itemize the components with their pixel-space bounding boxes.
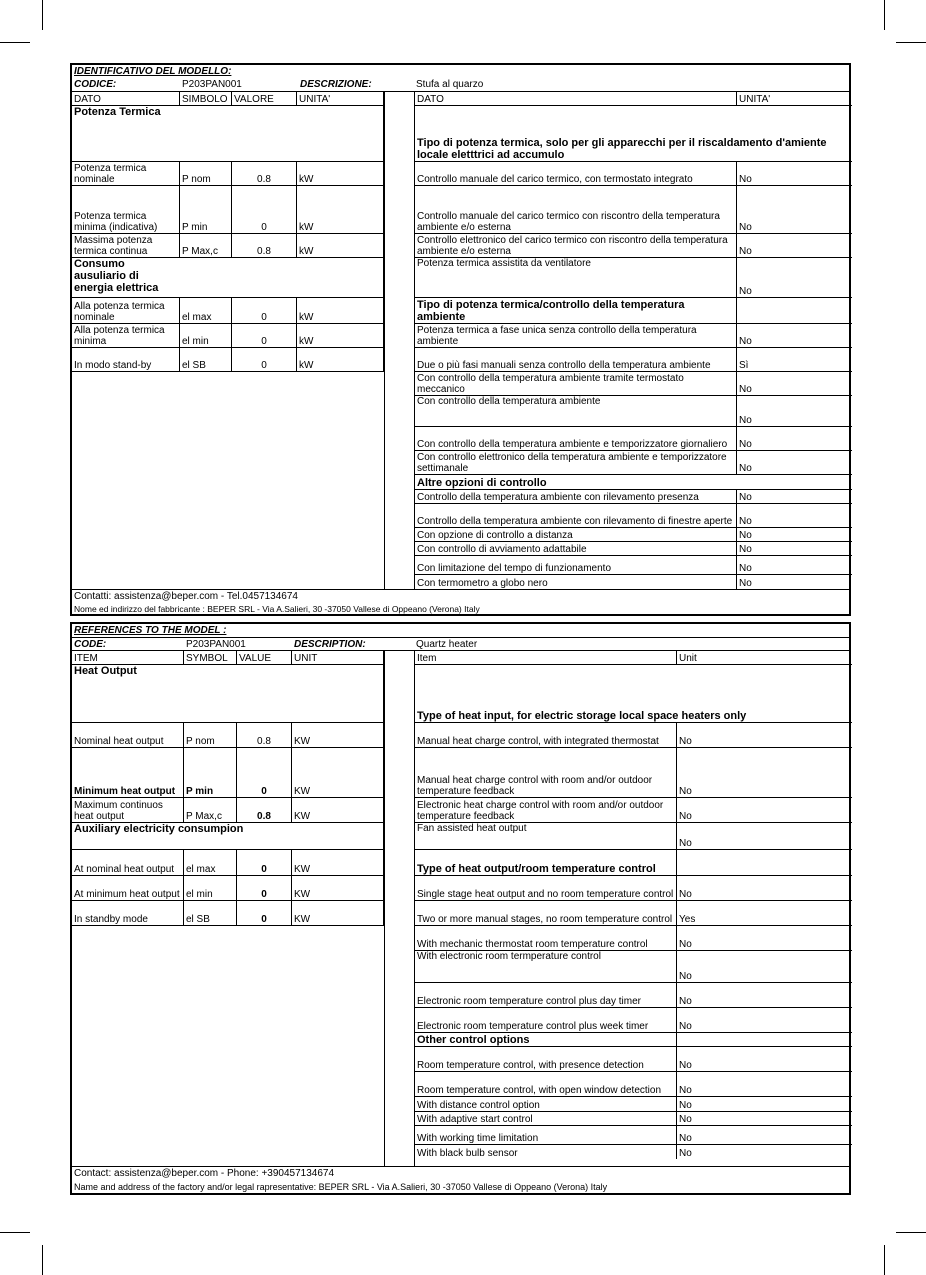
aux-consumption-title: Consumo ausuliario di energia elettrica <box>74 258 159 294</box>
table-row <box>72 234 384 258</box>
crop-mark <box>0 42 30 43</box>
row-label: Manual heat charge control with room and/or outdoor temperature feedback <box>415 748 677 797</box>
row-unit: KW <box>292 723 384 747</box>
table-row <box>415 372 852 396</box>
row-label: Alla potenza termica minima <box>72 324 180 347</box>
table-row <box>72 348 384 372</box>
row-label: Potenza termica nominale <box>72 162 180 185</box>
table-row <box>72 798 384 823</box>
right-table <box>414 92 852 589</box>
contact-line: Contatti: assistenza@beper.com - Tel.0457134674 <box>72 589 849 603</box>
row-unit: KW <box>292 850 384 875</box>
right-header-row <box>415 92 852 106</box>
row-value: No <box>739 384 752 395</box>
model-id-header: IDENTIFICATIVO DEL MODELLO: <box>74 66 232 77</box>
heat-output-title: Heat Output <box>72 665 384 722</box>
row-unit: kW <box>297 234 384 257</box>
table-row <box>72 748 384 798</box>
row-value: Sì <box>739 360 749 371</box>
row-value: No <box>679 1148 692 1159</box>
table-row <box>415 186 852 234</box>
row-symbol: P nom <box>180 162 232 185</box>
row-label: Massima potenza termica continua <box>72 234 180 257</box>
code-label: CODE: <box>74 639 107 650</box>
code-label: CODICE: <box>74 79 117 90</box>
table-row <box>415 575 852 589</box>
table-row <box>415 1112 852 1126</box>
table-row <box>415 542 852 556</box>
empty-cell <box>677 1033 852 1046</box>
row-value: 0 <box>237 876 292 900</box>
section-row <box>415 1033 852 1047</box>
row-symbol: el SB <box>184 901 237 925</box>
right-header-row <box>415 651 852 665</box>
section-row <box>415 106 852 162</box>
manufacturer-address <box>72 1181 849 1193</box>
section-row <box>72 258 384 298</box>
row-value: No <box>739 246 752 257</box>
manufacturer-address <box>72 603 849 615</box>
table-row <box>415 1047 852 1072</box>
row-value: No <box>679 811 692 822</box>
table-row <box>415 798 852 823</box>
code-value: P203PAN001 <box>182 79 242 90</box>
row-label: Con controllo di avviamento adattabile <box>415 542 737 555</box>
table-row <box>415 748 852 798</box>
row-value: No <box>739 222 752 233</box>
table-row <box>415 324 852 348</box>
col-header: SYMBOL <box>184 651 237 664</box>
row-value: No <box>739 286 752 297</box>
crop-mark <box>42 1245 43 1275</box>
table-row <box>415 396 852 427</box>
col-header: Item <box>415 651 677 664</box>
row-value: 0 <box>232 186 297 233</box>
table-row <box>415 926 852 951</box>
row-label: Con opzione di controllo a distanza <box>415 528 737 541</box>
row-label: Con controllo della temperatura ambiente e temporizzatore giornaliero <box>415 427 737 450</box>
section-row <box>72 665 384 723</box>
col-header: UNITA' <box>297 92 384 105</box>
table-row <box>415 823 852 850</box>
column-divider <box>384 92 385 589</box>
row-label: Manual heat charge control, with integrated thermostat <box>415 723 677 747</box>
table-row <box>415 1097 852 1112</box>
row-label: Nominal heat output <box>72 723 184 747</box>
address-value: BEPER SRL - Via A.Salieri, 30 -37050 Vallese di Oppeano (Verona) Italy <box>316 1182 608 1192</box>
section-border <box>72 258 384 297</box>
table-row <box>415 1126 852 1145</box>
code-row <box>72 637 849 651</box>
row-value: 0.8 <box>237 723 292 747</box>
crop-mark <box>0 1232 30 1233</box>
row-unit: KW <box>292 798 384 822</box>
english-spec-sheet <box>70 622 851 1195</box>
row-value: 0.8 <box>237 798 292 822</box>
row-value: No <box>679 996 692 1007</box>
section-title: Tipo di potenza termica, solo per gli apparecchi per il riscaldamento d'amiente locale eletttrici ad accumulo <box>417 137 827 161</box>
row-label: With working time limitation <box>415 1126 677 1144</box>
row-label: Con controllo della temperatura ambiente <box>415 396 737 426</box>
row-symbol: P min <box>184 748 237 797</box>
row-label: Con termometro a globo nero <box>415 575 737 589</box>
left-header-row <box>72 92 384 106</box>
crop-mark <box>884 0 885 30</box>
row-label: Maximum continuos heat output <box>72 798 184 822</box>
row-unit: kW <box>297 324 384 347</box>
row-label: With mechanic thermostat room temperature control <box>415 926 677 950</box>
row-value: 0 <box>232 298 297 323</box>
table-row <box>415 162 852 186</box>
row-value: No <box>739 463 752 474</box>
italian-spec-sheet <box>70 63 851 616</box>
row-value: No <box>679 889 692 900</box>
col-header: VALORE <box>232 92 297 105</box>
row-label: Room temperature control, with open window detection <box>415 1072 677 1096</box>
crop-mark <box>896 1232 926 1233</box>
col-header: DATO <box>72 92 180 105</box>
row-unit: kW <box>297 298 384 323</box>
row-label: Electronic heat charge control with room and/or outdoor temperature feedback <box>415 798 677 822</box>
table-row <box>72 723 384 748</box>
row-label: Con controllo della temperatura ambiente tramite termostato meccanico <box>415 372 737 395</box>
table-row <box>415 234 852 258</box>
row-label: Alla potenza termica nominale <box>72 298 180 323</box>
row-label: Potenza termica a fase unica senza controllo della temperatura ambiente <box>415 324 737 347</box>
row-value: No <box>739 530 752 541</box>
section-title: Type of heat output/room temperature control <box>415 850 677 875</box>
col-header: Unit <box>679 653 697 664</box>
row-value: Yes <box>679 914 696 925</box>
table-row <box>415 348 852 372</box>
description-label: DESCRIPTION: <box>294 639 366 650</box>
table-row <box>415 723 852 748</box>
section-row <box>415 665 852 723</box>
heat-output-title: Potenza Termica <box>72 106 384 161</box>
row-label: Two or more manual stages, no room temperature control <box>415 901 677 925</box>
row-value: No <box>679 939 692 950</box>
row-label: With distance control option <box>415 1097 677 1111</box>
row-symbol: el min <box>180 324 232 347</box>
row-symbol: P Max,c <box>184 798 237 822</box>
row-label: Due o più fasi manuali senza controllo della temperatura ambiente <box>415 348 737 371</box>
row-value: No <box>679 1021 692 1032</box>
table-row <box>415 490 852 504</box>
crop-mark <box>896 42 926 43</box>
description-label: DESCRIZIONE: <box>300 79 372 90</box>
table-row <box>415 427 852 451</box>
row-symbol: P min <box>180 186 232 233</box>
table-row <box>72 298 384 324</box>
row-unit: kW <box>297 162 384 185</box>
section-title: Other control options <box>415 1033 677 1046</box>
row-label: Single stage heat output and no room temperature control <box>415 876 677 900</box>
row-value: No <box>739 578 752 589</box>
code-row <box>72 78 849 91</box>
row-label: Con limitazione del tempo di funzionamento <box>415 556 737 574</box>
row-value: No <box>739 544 752 555</box>
row-label: Con controllo elettronico della temperatura ambiente e temporizzatore settimanale <box>415 451 737 474</box>
col-header: DATO <box>415 92 737 105</box>
row-symbol: P nom <box>184 723 237 747</box>
table-row <box>72 162 384 186</box>
row-value: No <box>739 563 752 574</box>
col-header: ITEM <box>72 651 184 664</box>
row-label: Electronic room temperature control plus day timer <box>415 983 677 1007</box>
row-value: No <box>679 1133 692 1144</box>
table-row <box>72 876 384 901</box>
section-title: Altre opzioni di controllo <box>417 477 547 489</box>
row-value: 0 <box>232 348 297 371</box>
row-label: Controllo della temperatura ambiente con rilevamento di finestre aperte <box>415 504 737 527</box>
row-value: No <box>739 174 752 185</box>
row-value: No <box>739 415 752 426</box>
row-unit: kW <box>297 186 384 233</box>
row-label: Room temperature control, with presence detection <box>415 1047 677 1071</box>
row-value: No <box>739 336 752 347</box>
row-value: 0 <box>237 850 292 875</box>
description-value: Quartz heater <box>416 639 478 650</box>
row-value: 0.8 <box>232 234 297 257</box>
row-label: Controllo della temperatura ambiente con rilevamento presenza <box>415 490 737 503</box>
row-label: Minimum heat output <box>72 748 184 797</box>
description-value: Stufa al quarzo <box>416 79 484 90</box>
table-row <box>415 528 852 542</box>
left-header-row <box>72 651 384 665</box>
table-row <box>72 324 384 348</box>
table-row <box>72 901 384 926</box>
row-label: Potenza termica minima (indicativa) <box>72 186 180 233</box>
row-symbol: el max <box>180 298 232 323</box>
table-row <box>415 258 852 298</box>
row-symbol: P Max,c <box>180 234 232 257</box>
row-label: With electronic room termperature control <box>415 951 677 982</box>
address-value: BEPER SRL - Via A.Salieri, 30 -37050 Vallese di Oppeano (Verona) Italy <box>204 604 480 614</box>
row-symbol: el min <box>184 876 237 900</box>
row-value: No <box>679 838 692 849</box>
section-row <box>72 823 384 850</box>
row-unit: kW <box>297 348 384 371</box>
row-value: No <box>679 786 692 797</box>
row-value: No <box>679 1100 692 1111</box>
address-label: Name and address of the factory and/or legal rapresentative: <box>74 1182 317 1192</box>
table-row <box>72 850 384 876</box>
row-value: 0.8 <box>232 162 297 185</box>
row-label: Potenza termica assistita da ventilatore <box>415 258 737 297</box>
code-value: P203PAN001 <box>186 639 246 650</box>
table-row <box>415 556 852 575</box>
row-value: No <box>679 971 692 982</box>
row-value: No <box>739 439 752 450</box>
section-row <box>415 475 852 490</box>
row-label: Controllo manuale del carico termico, con termostato integrato <box>415 162 737 185</box>
row-label: At nominal heat output <box>72 850 184 875</box>
model-id-header: REFERENCES TO THE MODEL : <box>74 625 227 636</box>
row-label: In modo stand-by <box>72 348 180 371</box>
col-header: SIMBOLO <box>180 92 232 105</box>
aux-consumption-title: Auxiliary electricity consumpion <box>72 823 384 849</box>
row-label: Electronic room temperature control plus week timer <box>415 1008 677 1032</box>
crop-mark <box>42 0 43 30</box>
row-label: In standby mode <box>72 901 184 925</box>
col-header: UNIT <box>292 651 384 664</box>
table-row <box>415 504 852 528</box>
row-label: Fan assisted heat output <box>415 823 677 849</box>
row-unit: KW <box>292 901 384 925</box>
row-value: No <box>679 1085 692 1096</box>
table-row <box>415 451 852 475</box>
contact-line: Contact: assistenza@beper.com - Phone: +390457134674 <box>72 1166 849 1181</box>
col-header: VALUE <box>237 651 292 664</box>
row-value: No <box>679 736 692 747</box>
row-label: Controllo manuale del carico termico con riscontro della temperatura ambiente e/o esterna <box>415 186 737 233</box>
table-row <box>415 1072 852 1097</box>
section-row <box>72 106 384 162</box>
empty-cell <box>737 298 852 323</box>
row-value: No <box>739 516 752 527</box>
table-row <box>415 983 852 1008</box>
row-label: At minimum heat output <box>72 876 184 900</box>
spec-grid <box>72 91 849 589</box>
table-row <box>415 1145 852 1159</box>
crop-mark <box>884 1245 885 1275</box>
row-value: 0 <box>237 901 292 925</box>
table-row <box>415 901 852 926</box>
table-row <box>415 1008 852 1033</box>
spec-grid <box>72 650 849 1167</box>
section-title: Type of heat input, for electric storage local space heaters only <box>417 710 747 722</box>
row-value: 0 <box>232 324 297 347</box>
table-row <box>415 876 852 901</box>
right-table <box>414 651 852 1167</box>
table-row <box>415 951 852 983</box>
row-value: 0 <box>237 748 292 797</box>
row-symbol: el SB <box>180 348 232 371</box>
row-unit: KW <box>292 748 384 797</box>
row-label: Controllo elettronico del carico termico con riscontro della temperatura ambiente e/o esterna <box>415 234 737 257</box>
row-label: With adaptive start control <box>415 1112 677 1125</box>
row-value: No <box>679 1060 692 1071</box>
row-unit: KW <box>292 876 384 900</box>
row-symbol: el max <box>184 850 237 875</box>
row-label: With black bulb sensor <box>415 1145 677 1159</box>
table-row <box>72 186 384 234</box>
empty-cell <box>677 850 852 875</box>
section-title: Tipo di potenza termica/controllo della temperatura ambiente <box>415 298 737 323</box>
address-label: Nome ed indirizzo del fabbricante : <box>74 604 205 614</box>
row-value: No <box>679 1114 692 1125</box>
section-row <box>415 298 852 324</box>
column-divider <box>384 651 385 1167</box>
section-row <box>415 850 852 876</box>
col-header: UNITA' <box>739 94 771 105</box>
row-value: No <box>739 492 752 503</box>
